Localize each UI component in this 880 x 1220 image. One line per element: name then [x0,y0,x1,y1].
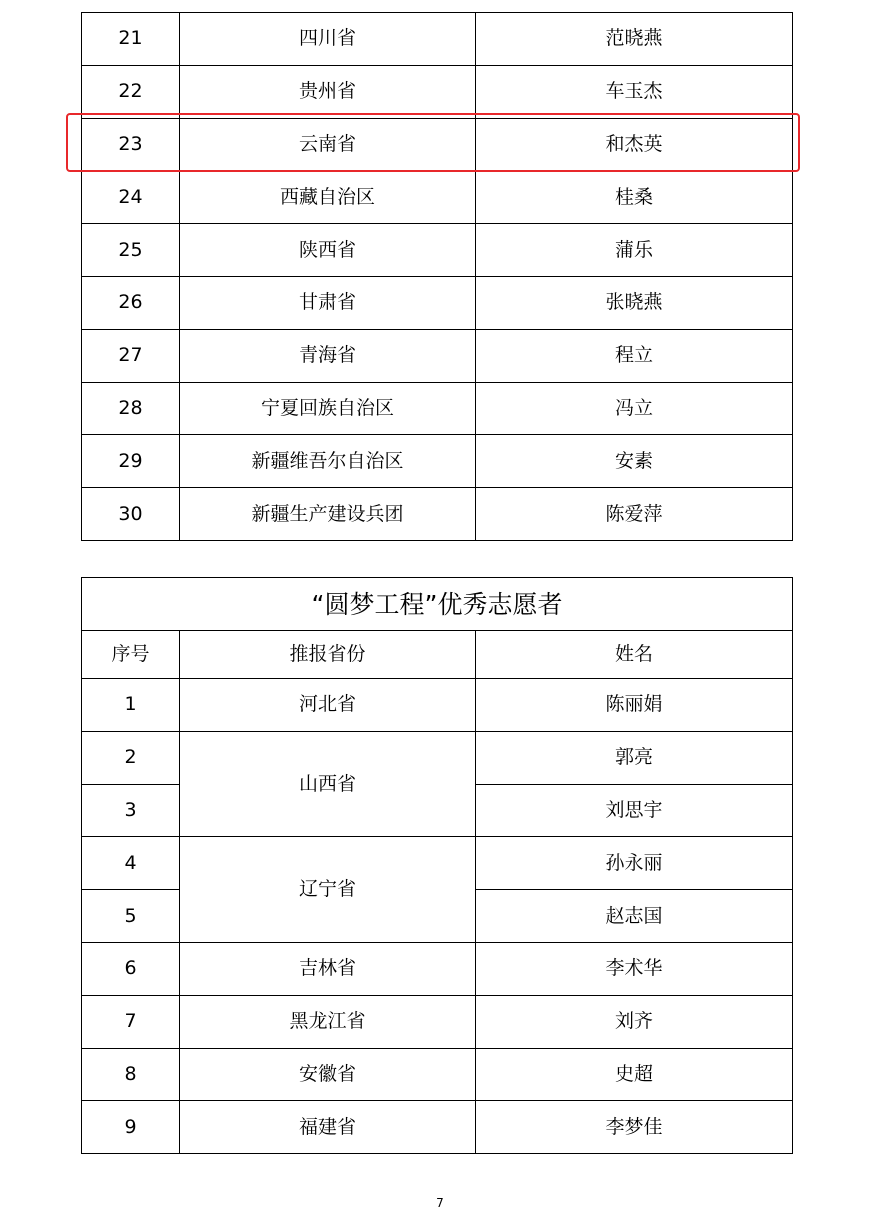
name-cell: 桂桑 [476,171,793,224]
row-number: 1 [82,679,180,732]
province-cell: 河北省 [180,679,476,732]
row-number: 3 [82,784,180,837]
province-cell: 青海省 [180,329,476,382]
table-row [82,171,793,224]
row-number: 21 [82,13,180,66]
province-cell: 新疆生产建设兵团 [180,488,476,541]
province-cell-merged: 辽宁省 [180,837,476,943]
name-cell: 史超 [476,1048,793,1101]
page-number: 7 [436,1196,444,1210]
province-cell: 新疆维吾尔自治区 [180,435,476,488]
table-row [82,942,793,995]
province-cell: 贵州省 [180,65,476,118]
name-cell: 车玉杰 [476,65,793,118]
name-cell: 蒲乐 [476,224,793,277]
name-cell: 郭亮 [476,731,793,784]
table-row [82,382,793,435]
name-cell: 李梦佳 [476,1101,793,1154]
table-row [82,435,793,488]
table-row-highlighted [82,118,793,171]
table-row [82,837,793,890]
province-cell: 西藏自治区 [180,171,476,224]
row-number: 5 [82,890,180,943]
table-row [82,995,793,1048]
table-title-row [82,578,793,631]
row-number: 27 [82,329,180,382]
name-cell: 陈爱萍 [476,488,793,541]
table-row [82,13,793,66]
row-number: 7 [82,995,180,1048]
table-row [82,1101,793,1154]
province-cell: 四川省 [180,13,476,66]
row-number: 22 [82,65,180,118]
name-cell: 范晓燕 [476,13,793,66]
row-number: 29 [82,435,180,488]
row-number: 8 [82,1048,180,1101]
province-cell: 甘肃省 [180,276,476,329]
name-cell: 刘齐 [476,995,793,1048]
province-cell: 云南省 [180,118,476,171]
excellent-volunteers-table [81,577,793,1154]
row-number: 30 [82,488,180,541]
name-cell: 和杰英 [476,118,793,171]
name-cell: 陈丽娟 [476,679,793,732]
table-row [82,329,793,382]
table-title: “圆梦工程”优秀志愿者 [82,578,793,631]
table-row [82,65,793,118]
name-cell: 李术华 [476,942,793,995]
name-cell: 孙永丽 [476,837,793,890]
row-number: 4 [82,837,180,890]
header-province: 推报省份 [180,631,476,679]
header-name: 姓名 [476,631,793,679]
volunteer-table-continued [81,12,793,541]
province-cell-merged: 山西省 [180,731,476,837]
table-row [82,731,793,784]
row-number: 2 [82,731,180,784]
row-number: 23 [82,118,180,171]
row-number: 9 [82,1101,180,1154]
row-number: 6 [82,942,180,995]
table-header-row [82,631,793,679]
table-row [82,1048,793,1101]
table-row [82,276,793,329]
table-row [82,488,793,541]
province-cell: 黑龙江省 [180,995,476,1048]
name-cell: 安素 [476,435,793,488]
province-cell: 安徽省 [180,1048,476,1101]
name-cell: 张晓燕 [476,276,793,329]
header-number: 序号 [82,631,180,679]
row-number: 25 [82,224,180,277]
table-row [82,679,793,732]
name-cell: 冯立 [476,382,793,435]
row-number: 28 [82,382,180,435]
province-cell: 陕西省 [180,224,476,277]
row-number: 26 [82,276,180,329]
province-cell: 福建省 [180,1101,476,1154]
row-number: 24 [82,171,180,224]
table-row [82,224,793,277]
name-cell: 程立 [476,329,793,382]
province-cell: 宁夏回族自治区 [180,382,476,435]
province-cell: 吉林省 [180,942,476,995]
name-cell: 刘思宇 [476,784,793,837]
name-cell: 赵志国 [476,890,793,943]
